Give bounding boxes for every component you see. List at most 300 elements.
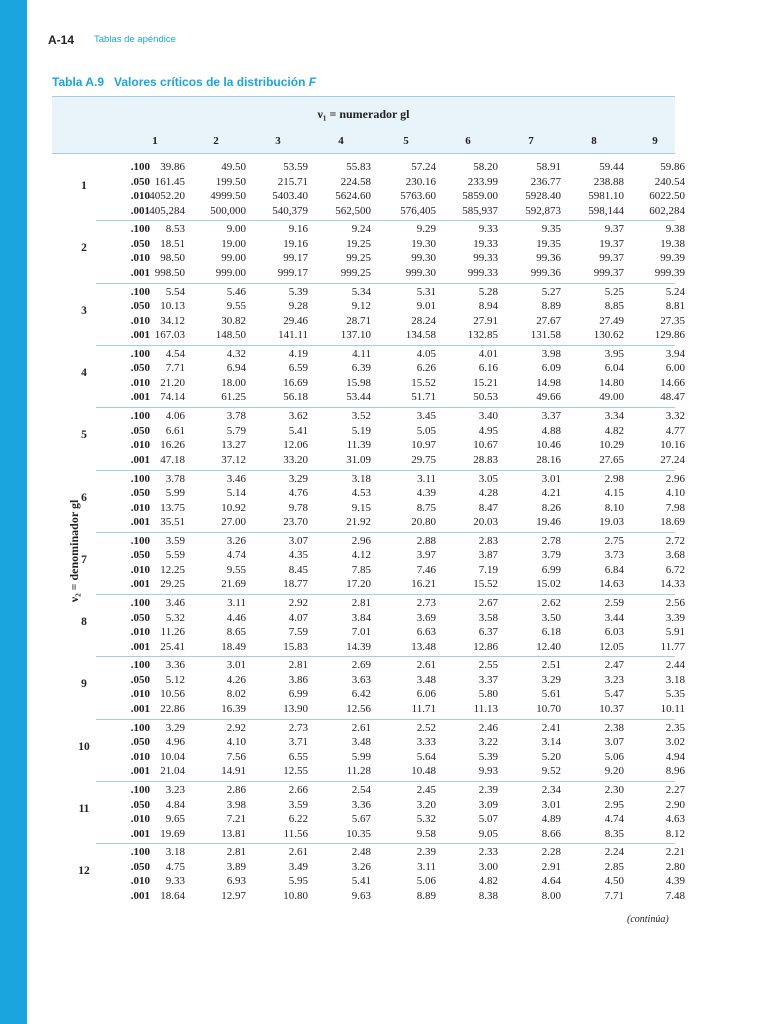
table-row: [52, 640, 685, 656]
table-cell: 5.59: [165, 549, 185, 562]
alpha-level: .001: [130, 640, 150, 653]
table-cell: 59.44: [599, 161, 624, 173]
table-cell: 15.21: [473, 376, 498, 389]
table-cell: 9.15: [351, 501, 371, 514]
table-cell: 8.26: [541, 501, 561, 514]
table-row: [52, 175, 685, 191]
table-cell: 4.63: [665, 813, 685, 825]
table-cell: 17.20: [346, 578, 371, 591]
table-cell: 5.99: [351, 750, 371, 763]
table-cell: 999.30: [405, 266, 436, 279]
table-cell: 5.32: [416, 813, 436, 825]
table-cell: 58.91: [536, 161, 561, 173]
table-cell: 5.27: [541, 285, 561, 298]
table-cell: 16.69: [283, 376, 308, 389]
table-cell: 2.91: [541, 860, 561, 873]
table-cell: 3.23: [604, 673, 624, 686]
table-cell: 9.24: [351, 223, 371, 236]
column-header-5: 5: [403, 135, 409, 147]
table-cell: 999.00: [215, 266, 246, 279]
table-cell: 592,873: [525, 204, 561, 217]
table-cell: 5.41: [288, 424, 308, 437]
table-row: [52, 516, 685, 531]
table-cell: 3.18: [351, 472, 371, 485]
table-cell: 9.52: [541, 765, 561, 778]
table-cell: 19.38: [660, 237, 685, 250]
table-cell: 4.39: [416, 487, 436, 499]
alpha-level: .050: [130, 175, 150, 188]
table-cell: 8.02: [226, 688, 246, 701]
row-group-11: [52, 781, 685, 843]
table-cell: 2.33: [478, 846, 498, 859]
table-row: [52, 597, 685, 612]
denominator-df: 9: [81, 678, 87, 691]
alpha-level: .050: [130, 487, 150, 499]
table-cell: 238.88: [593, 175, 624, 188]
table-cell: 999.33: [467, 266, 498, 279]
table-cell: 4.19: [288, 347, 308, 360]
table-cell: 49.66: [536, 391, 561, 404]
table-cell: 562,500: [335, 204, 371, 217]
alpha-level: .100: [130, 285, 150, 298]
table-cell: 7.59: [288, 626, 308, 639]
table-row: [52, 190, 685, 205]
table-cell: 37.12: [221, 453, 246, 466]
group-separator: [96, 719, 675, 720]
table-cell: 2.48: [351, 846, 371, 859]
table-row: [52, 487, 685, 502]
alpha-level: .100: [130, 534, 150, 547]
table-cell: 14.63: [599, 578, 624, 591]
table-cell: 27.24: [660, 453, 685, 466]
alpha-level: .100: [130, 846, 150, 859]
alpha-level: .010: [130, 376, 150, 389]
table-row: [52, 784, 685, 799]
table-cell: 12.86: [473, 640, 498, 653]
alpha-level: .001: [130, 516, 150, 528]
table-cell: 2.21: [665, 846, 685, 859]
table-cell: 3.18: [165, 846, 185, 859]
table-cell: 3.79: [541, 549, 561, 562]
table-cell: 19.00: [221, 237, 246, 250]
table-cell: 8.00: [541, 889, 561, 902]
table-cell: 999.25: [340, 266, 371, 279]
table-cell: 3.26: [226, 534, 246, 547]
table-cell: 2.75: [604, 534, 624, 547]
row-group-12: [52, 843, 685, 905]
table-row: [52, 688, 685, 703]
table-cell: 3.36: [351, 798, 371, 811]
table-cell: 13.81: [221, 827, 246, 840]
table-cell: 4.32: [226, 347, 246, 360]
table-cell: 6022.50: [649, 190, 685, 202]
table-cell: 2.69: [351, 659, 371, 672]
table-row: [52, 439, 685, 454]
table-cell: 3.87: [478, 549, 498, 562]
table-cell: 5.47: [604, 688, 624, 701]
table-cell: 9.38: [665, 223, 685, 236]
table-cell: 585,937: [462, 204, 498, 217]
table-cell: 2.86: [226, 784, 246, 796]
table-cell: 2.39: [478, 784, 498, 796]
table-title-text: Valores críticos de la distribución: [114, 75, 309, 89]
table-cell: 2.59: [604, 597, 624, 610]
table-cell: 10.11: [660, 702, 685, 715]
table-cell: 598,144: [588, 204, 624, 217]
alpha-level: .050: [130, 300, 150, 313]
table-cell: 9.33: [478, 223, 498, 236]
table-cell: 2.80: [665, 860, 685, 873]
table-cell: 7.56: [226, 750, 246, 763]
table-row: [52, 563, 685, 579]
column-header-4: 4: [338, 135, 344, 147]
table-cell: 4.53: [351, 487, 371, 499]
table-cell: 12.97: [221, 889, 246, 902]
denominator-df: 7: [81, 553, 87, 566]
table-cell: 18.51: [160, 237, 185, 250]
table-cell: 21.04: [160, 765, 185, 778]
table-cell: 99.37: [599, 252, 624, 265]
table-cell: 3.22: [478, 736, 498, 749]
table-row: [52, 329, 685, 344]
table-cell: 2.81: [226, 846, 246, 859]
alpha-level: .100: [130, 410, 150, 423]
table-cell: 576,405: [400, 204, 436, 217]
table-cell: 5.31: [416, 285, 436, 298]
table-cell: 10.48: [411, 765, 436, 778]
group-separator: [96, 407, 675, 408]
table-cell: 3.48: [416, 673, 436, 686]
table-cell: 2.90: [665, 798, 685, 811]
table-cell: 3.11: [417, 472, 436, 485]
table-cell: 4.07: [288, 611, 308, 624]
table-title: [52, 75, 316, 89]
row-group-6: [52, 470, 685, 532]
table-cell: 99.17: [283, 252, 308, 265]
table-cell: 4.15: [604, 487, 624, 499]
table-cell: 230.16: [405, 175, 436, 188]
table-cell: 5.54: [165, 285, 185, 298]
table-cell: 7.85: [351, 563, 371, 576]
table-cell: 74.14: [160, 391, 185, 404]
table-row: [52, 237, 685, 253]
table-row: [52, 223, 685, 238]
table-cell: 3.86: [288, 673, 308, 686]
table-cell: 9.28: [288, 300, 308, 313]
table-cell: 98.50: [160, 252, 185, 265]
table-cell: 2.96: [351, 534, 371, 547]
alpha-level: .010: [130, 626, 150, 639]
alpha-level: .100: [130, 721, 150, 734]
table-cell: 7.19: [478, 563, 498, 576]
table-cell: 15.98: [346, 376, 371, 389]
table-cell: 14.39: [346, 640, 371, 653]
group-separator: [96, 220, 675, 221]
table-cell: 10.80: [283, 889, 308, 902]
table-cell: 2.95: [604, 798, 624, 811]
table-cell: 129.86: [654, 329, 685, 342]
table-cell: 21.69: [221, 578, 246, 591]
table-row: [52, 266, 685, 282]
table-cell: 3.36: [165, 659, 185, 672]
table-cell: 8.85: [604, 300, 624, 313]
table-cell: 3.40: [478, 410, 498, 423]
table-cell: 9.37: [604, 223, 624, 236]
alpha-level: .100: [130, 784, 150, 796]
table-cell: 2.35: [665, 721, 685, 734]
table-cell: 53.59: [283, 161, 308, 173]
table-cell: 4.28: [478, 487, 498, 499]
table-cell: 999.39: [654, 266, 685, 279]
table-row: [52, 750, 685, 766]
table-cell: 99.36: [536, 252, 561, 265]
table-cell: 12.55: [283, 765, 308, 778]
table-cell: 8.12: [665, 827, 685, 840]
table-cell: 6.59: [288, 362, 308, 375]
alpha-level: .050: [130, 549, 150, 562]
row-group-7: [52, 532, 685, 594]
table-cell: 130.62: [593, 329, 624, 342]
table-cell: 5.95: [288, 875, 308, 888]
table-cell: 23.70: [283, 516, 308, 528]
table-cell: 12.40: [536, 640, 561, 653]
numerator-label: ν₁ = numerador gl: [317, 107, 410, 121]
table-cell: 19.03: [599, 516, 624, 528]
table-cell: 10.97: [411, 439, 436, 452]
table-cell: 18.49: [221, 640, 246, 653]
column-header-7: 7: [528, 135, 534, 147]
table-row: [52, 721, 685, 737]
table-cell: 5.67: [351, 813, 371, 825]
table-cell: 3.29: [288, 472, 308, 485]
table-cell: 16.39: [221, 702, 246, 715]
column-header-1: 1: [152, 135, 158, 147]
table-cell: 2.66: [288, 784, 308, 796]
table-title-variable: F: [308, 75, 317, 89]
table-cell: 16.26: [160, 439, 185, 452]
table-row: [52, 611, 685, 627]
table-cell: 2.34: [541, 784, 561, 796]
table-cell: 3.62: [288, 410, 308, 423]
table-row: [52, 827, 685, 843]
table-cell: 29.25: [160, 578, 185, 591]
table-cell: 3.34: [604, 410, 624, 423]
table-cell: 5.99: [165, 487, 185, 499]
alpha-level: .010: [130, 813, 150, 825]
table-cell: 8.96: [665, 765, 685, 778]
table-cell: 5.19: [351, 424, 371, 437]
table-cell: 6.39: [351, 362, 371, 375]
table-cell: 27.91: [473, 314, 498, 327]
table-row: [52, 875, 685, 890]
table-cell: 49.50: [221, 161, 246, 173]
table-cell: 27.35: [660, 314, 685, 327]
table-cell: 10.56: [160, 688, 185, 701]
table-cell: 13.48: [411, 640, 436, 653]
alpha-level: .010: [130, 688, 150, 701]
table-cell: 2.73: [288, 721, 308, 734]
table-cell: 9.65: [165, 813, 185, 825]
continued-note: (continúa): [627, 914, 669, 925]
table-cell: 5.39: [288, 285, 308, 298]
table-cell: 11.39: [346, 439, 371, 452]
table-cell: 19.33: [473, 237, 498, 250]
table-cell: 9.55: [226, 563, 246, 576]
table-cell: 2.38: [604, 721, 624, 734]
table-cell: 19.35: [536, 237, 561, 250]
table-row: [52, 410, 685, 425]
table-cell: 22.86: [160, 702, 185, 715]
table-cell: 6.72: [665, 563, 685, 576]
table-cell: 3.71: [288, 736, 308, 749]
alpha-level: .100: [130, 472, 150, 485]
table-cell: 10.70: [536, 702, 561, 715]
table-row: [52, 578, 685, 593]
table-cell: 2.98: [604, 472, 624, 485]
table-cell: 4.26: [226, 673, 246, 686]
table-row: [52, 813, 685, 828]
table-cell: 53.44: [346, 391, 371, 404]
table-cell: 11.56: [283, 827, 308, 840]
table-cell: 3.11: [417, 860, 436, 873]
table-cell: 7.21: [226, 813, 246, 825]
table-cell: 3.32: [665, 410, 685, 423]
table-cell: 134.58: [405, 329, 436, 342]
table-cell: 3.63: [351, 673, 371, 686]
table-cell: 14.98: [536, 376, 561, 389]
table-cell: 28.83: [473, 453, 498, 466]
table-cell: 6.61: [165, 424, 185, 437]
table-cell: 13.75: [160, 501, 185, 514]
table-cell: 39.86: [160, 161, 185, 173]
table-cell: 7.46: [416, 563, 436, 576]
row-group-1: [52, 158, 685, 220]
alpha-level: .001: [130, 329, 150, 342]
table-cell: 5.80: [478, 688, 498, 701]
table-cell: 4.10: [226, 736, 246, 749]
table-cell: 14.33: [660, 578, 685, 591]
alpha-level: .100: [130, 347, 150, 360]
table-cell: 49.00: [599, 391, 624, 404]
table-row: [52, 252, 685, 267]
table-cell: 31.09: [346, 453, 371, 466]
alpha-level: .050: [130, 362, 150, 375]
table-cell: 4.39: [665, 875, 685, 888]
table-cell: 5.06: [604, 750, 624, 763]
row-group-5: [52, 407, 685, 469]
table-cell: 5.35: [665, 688, 685, 701]
table-cell: 8.65: [226, 626, 246, 639]
table-cell: 19.37: [599, 237, 624, 250]
table-cell: 59.86: [660, 161, 685, 173]
table-cell: 3.59: [288, 798, 308, 811]
alpha-level: .100: [130, 597, 150, 610]
table-cell: 999.36: [530, 266, 561, 279]
group-separator: [96, 594, 675, 595]
page-edge-bar: [0, 0, 27, 1024]
table-cell: 2.54: [351, 784, 371, 796]
table-cell: 7.01: [351, 626, 371, 639]
table-cell: 5.41: [351, 875, 371, 888]
table-cell: 5403.40: [272, 190, 308, 202]
table-cell: 5.32: [165, 611, 185, 624]
column-header-row: [52, 129, 675, 154]
table-cell: 19.16: [283, 237, 308, 250]
table-cell: 27.00: [221, 516, 246, 528]
table-cell: 12.05: [599, 640, 624, 653]
table-cell: 3.01: [226, 659, 246, 672]
table-cell: 8.45: [288, 563, 308, 576]
table-row: [52, 314, 685, 330]
table-cell: 9.93: [478, 765, 498, 778]
table-cell: 3.58: [478, 611, 498, 624]
table-cell: 3.98: [541, 347, 561, 360]
table-cell: 5.79: [226, 424, 246, 437]
table-cell: 5.05: [416, 424, 436, 437]
table-row: [52, 362, 685, 377]
table-cell: 132.85: [467, 329, 498, 342]
table-cell: 199.50: [215, 175, 246, 188]
table-cell: 8.89: [416, 889, 436, 902]
table-cell: 10.37: [599, 702, 624, 715]
table-cell: 602,284: [649, 204, 685, 217]
table-cell: 7.71: [604, 889, 624, 902]
table-cell: 10.29: [599, 439, 624, 452]
table-cell: 3.48: [351, 736, 371, 749]
table-cell: 18.69: [660, 516, 685, 528]
alpha-level: .001: [130, 765, 150, 778]
table-cell: 7.48: [665, 889, 685, 902]
table-cell: 999.37: [593, 266, 624, 279]
table-cell: 161.45: [154, 175, 185, 188]
table-cell: 6.00: [665, 362, 685, 375]
table-cell: 8.38: [478, 889, 498, 902]
table-cell: 14.80: [599, 376, 624, 389]
table-cell: 8.66: [541, 827, 561, 840]
table-cell: 405,284: [149, 204, 185, 217]
alpha-level: .001: [130, 702, 150, 715]
table-cell: 998.50: [154, 266, 185, 279]
row-group-10: [52, 719, 685, 781]
table-cell: 35.51: [160, 516, 185, 528]
denominator-label: ν₂ = denominador gl: [67, 499, 81, 603]
group-separator: [96, 532, 675, 533]
table-cell: 4.01: [478, 347, 498, 360]
table-cell: 2.61: [288, 846, 308, 859]
table-row: [52, 846, 685, 861]
table-cell: 4.75: [165, 860, 185, 873]
table-cell: 141.11: [278, 329, 308, 342]
column-header-3: 3: [275, 135, 281, 147]
table-row: [52, 702, 685, 718]
table-cell: 9.35: [541, 223, 561, 236]
table-cell: 12.25: [160, 563, 185, 576]
table-cell: 4.12: [351, 549, 371, 562]
table-cell: 233.99: [467, 175, 498, 188]
table-cell: 8.47: [478, 501, 498, 514]
table-cell: 2.51: [541, 659, 561, 672]
table-cell: 3.94: [665, 347, 685, 360]
table-cell: 2.56: [665, 597, 685, 610]
table-cell: 5.14: [226, 487, 246, 499]
table-cell: 5.06: [416, 875, 436, 888]
table-cell: 9.63: [351, 889, 371, 902]
table-cell: 9.12: [351, 300, 371, 313]
table-cell: 11.13: [473, 702, 498, 715]
table-row: [52, 391, 685, 406]
table-cell: 3.50: [541, 611, 561, 624]
table-cell: 48.47: [660, 391, 685, 404]
